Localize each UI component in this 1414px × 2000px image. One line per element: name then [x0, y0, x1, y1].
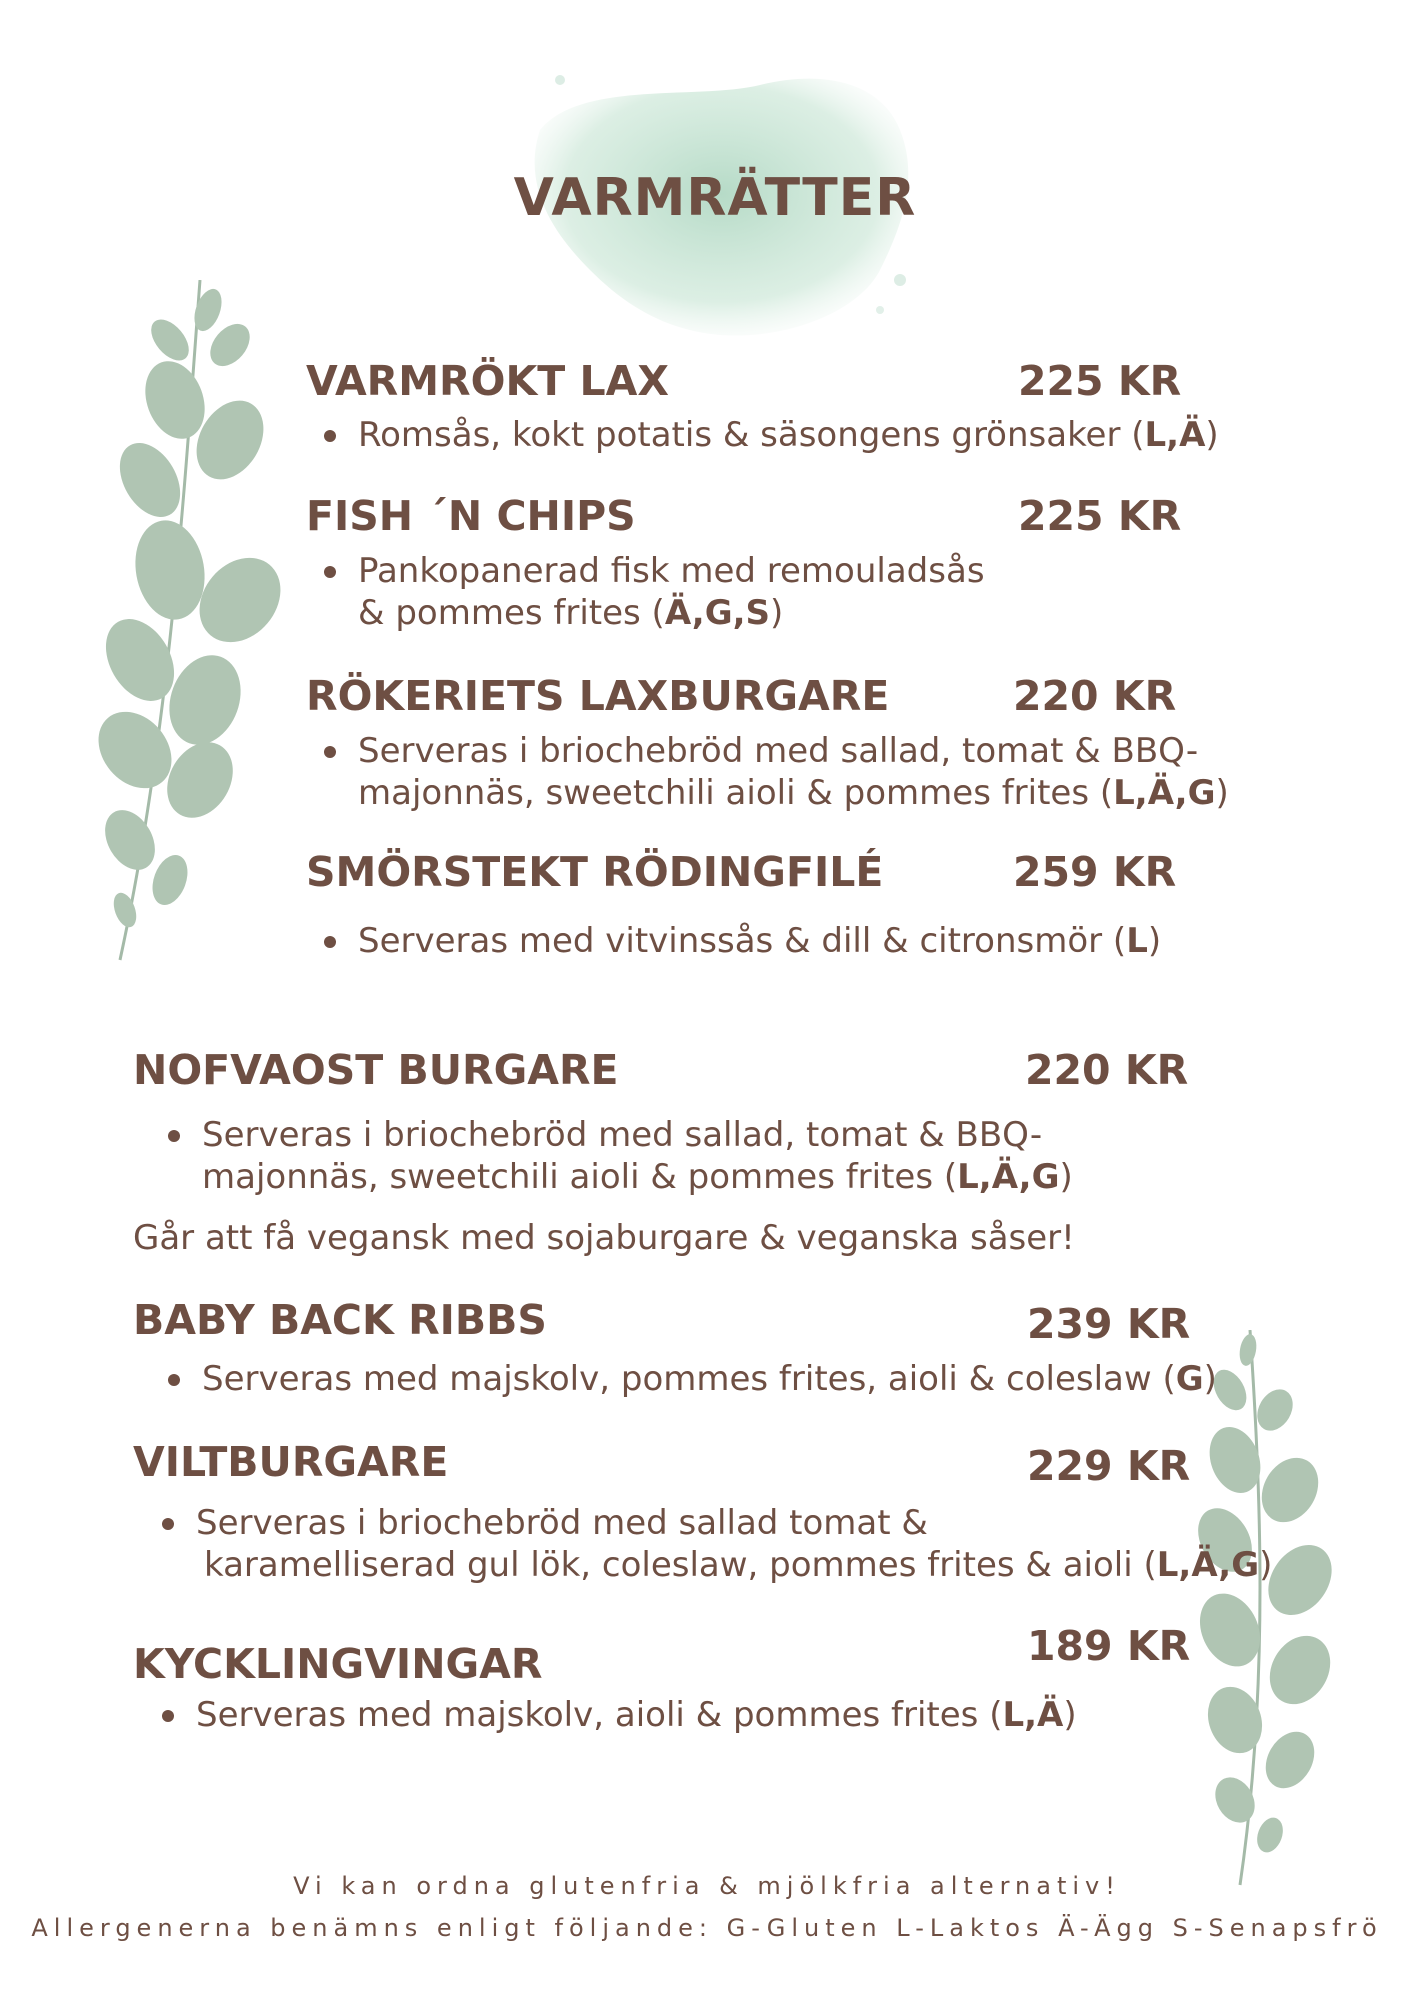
vegan-note: Går att få vegansk med sojaburgare & veganska såser! — [133, 1218, 1075, 1258]
description-tail: ) — [1063, 1695, 1077, 1735]
description-text: Serveras i briochebröd med sallad, tomat & BBQ- — [358, 731, 1199, 771]
description-tail: ) — [1215, 773, 1229, 813]
description-text: Serveras med majskolv, pommes frites, aioli & coleslaw ( — [202, 1359, 1176, 1399]
dish-price: 225 KR — [1018, 357, 1182, 405]
description-text: karamelliserad gul lök, coleslaw, pommes frites & aioli ( — [204, 1545, 1157, 1585]
dish-price: 225 KR — [1018, 492, 1182, 540]
allergen-codes: L,Ä — [1144, 415, 1206, 455]
description-text: Serveras med majskolv, aioli & pommes frites ( — [196, 1695, 1003, 1735]
description-tail: ) — [770, 593, 784, 633]
dish-description — [196, 1694, 1077, 1736]
description-text: majonnäs, sweetchili aioli & pommes frites ( — [202, 1157, 958, 1197]
dish-price: 229 KR — [1027, 1442, 1191, 1490]
bullet-icon — [324, 746, 336, 758]
dish-name: KYCKLINGVINGAR — [133, 1640, 543, 1688]
dish-description — [358, 730, 1229, 814]
bullet-icon — [168, 1374, 180, 1386]
allergen-codes: L,Ä,G — [1113, 773, 1216, 813]
dish-description — [196, 1502, 1272, 1586]
bullet-icon — [162, 1710, 174, 1722]
description-text: Romsås, kokt potatis & säsongens grönsaker ( — [358, 415, 1145, 455]
eucalyptus-branch-right-icon — [1180, 1330, 1350, 1890]
description-tail: ) — [1147, 921, 1162, 961]
description-tail: ) — [1205, 415, 1219, 455]
description-text: & pommes frites ( — [358, 593, 665, 633]
dish-name: VARMRÖKT LAX — [306, 357, 669, 405]
footer-allergen-legend: Allergenerna benämns enligt följande: G-Gluten L-Laktos Ä-Ägg S-Senapsfrö — [31, 1914, 1383, 1942]
dish-price: 239 KR — [1027, 1300, 1191, 1348]
dish-description — [202, 1358, 1217, 1400]
dish-name: FISH ´N CHIPS — [306, 492, 636, 540]
allergen-codes: L,Ä,G — [1156, 1545, 1260, 1585]
allergen-codes: G — [1175, 1359, 1204, 1399]
description-text: Serveras med vitvinssås & dill & citronsmör ( — [358, 921, 1127, 961]
description-text: majonnäs, sweetchili aioli & pommes frites ( — [358, 773, 1114, 813]
dish-description — [358, 414, 1219, 456]
allergen-codes: L,Ä — [1002, 1695, 1064, 1735]
description-text: Serveras i briochebröd med sallad tomat & — [196, 1503, 928, 1543]
dish-price: 259 KR — [1013, 848, 1177, 896]
dish-name: VILTBURGARE — [133, 1438, 449, 1486]
dish-description — [358, 550, 985, 634]
description-tail: ) — [1203, 1359, 1217, 1399]
bullet-icon — [162, 1518, 174, 1530]
dish-description — [358, 920, 1161, 962]
bullet-icon — [324, 936, 336, 948]
dish-name: NOFVAOST BURGARE — [133, 1046, 619, 1094]
description-text: Pankopanerad fisk med remouladsås — [358, 551, 985, 591]
dish-name: BABY BACK RIBBS — [133, 1296, 547, 1344]
bullet-icon — [168, 1130, 180, 1142]
dish-price: 220 KR — [1013, 672, 1177, 720]
dish-name: SMÖRSTEKT RÖDINGFILÉ — [306, 848, 884, 896]
dish-name: RÖKERIETS LAXBURGARE — [306, 672, 890, 720]
description-tail: ) — [1059, 1157, 1073, 1197]
dish-price: 189 KR — [1027, 1622, 1191, 1670]
allergen-codes: Ä,G,S — [664, 593, 770, 633]
allergen-codes: L,Ä,G — [957, 1157, 1060, 1197]
bullet-icon — [324, 566, 336, 578]
description-text: Serveras i briochebröd med sallad, tomat & BBQ- — [202, 1115, 1043, 1155]
bullet-icon — [324, 430, 336, 442]
description-tail: ) — [1259, 1545, 1273, 1585]
page-title: VARMRÄTTER — [513, 168, 917, 228]
dish-description — [202, 1114, 1073, 1198]
allergen-codes: L — [1126, 921, 1148, 961]
eucalyptus-branch-left-icon — [90, 280, 290, 970]
dish-price: 220 KR — [1025, 1046, 1189, 1094]
footer-alternatives-note: Vi kan ordna glutenfria & mjölkfria alternativ! — [293, 1872, 1121, 1900]
